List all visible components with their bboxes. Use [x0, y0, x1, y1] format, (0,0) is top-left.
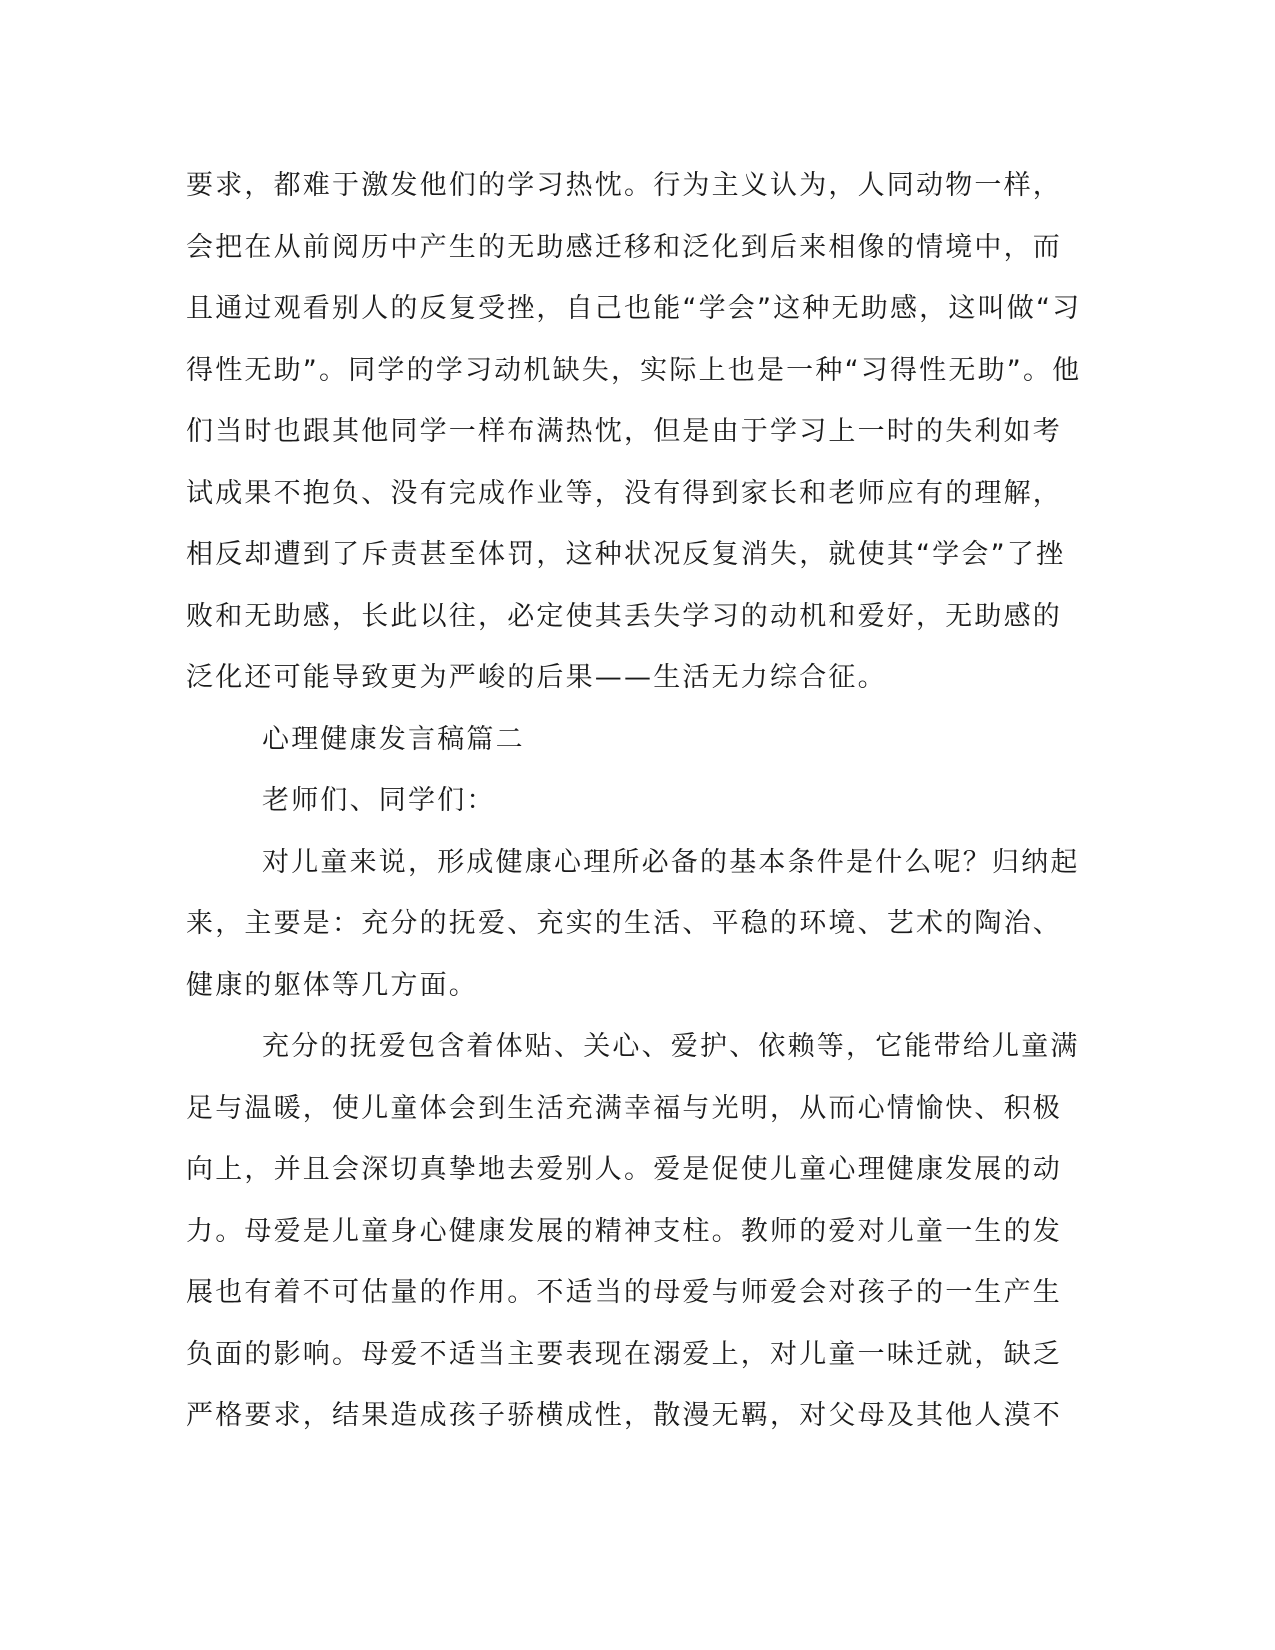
text-line: 心理健康发言稿篇二 — [262, 723, 525, 755]
text-line: 败和无助感，长此以往，必定使其丢失学习的动机和爱好，无助感的 — [186, 600, 1062, 632]
text-line: 且通过观看别人的反复受挫，自己也能“学会”这种无助感，这叫做“习 — [186, 293, 1082, 324]
text-line: 负面的影响。母爱不适当主要表现在溺爱上，对儿童一味迁就，缺乏 — [186, 1338, 1062, 1370]
text-line: 们当时也跟其他同学一样布满热忱，但是由于学习上一时的失利如考 — [186, 416, 1062, 447]
text-line: 会把在从前阅历中产生的无助感迁移和泛化到后来相像的情境中，而 — [186, 231, 1062, 263]
text-line: 足与温暖，使儿童体会到生活充满幸福与光明，从而心情愉快、积极 — [186, 1092, 1062, 1124]
text-line: 展也有着不可估量的作用。不适当的母爱与师爱会对孩子的一生产生 — [186, 1277, 1062, 1308]
text-line: 对儿童来说，形成健康心理所必备的基本条件是什么呢？归纳起 — [262, 846, 1080, 878]
text-line: 健康的躯体等几方面。 — [186, 969, 478, 1001]
text-line: 向上，并且会深切真挚地去爱别人。爱是促使儿童心理健康发展的动 — [186, 1154, 1062, 1185]
text-line: 要求，都难于激发他们的学习热忱。行为主义认为，人同动物一样， — [186, 170, 1062, 201]
document-body — [186, 155, 1082, 1447]
text-line: 试成果不抱负、没有完成作业等，没有得到家长和老师应有的理解， — [186, 477, 1062, 509]
text-line: 充分的抚爱包含着体贴、关心、爱护、依赖等，它能带给儿童满 — [262, 1031, 1080, 1062]
text-line: 得性无助”。同学的学习动机缺失，实际上也是一种“习得性无助”。他 — [186, 354, 1082, 386]
text-line: 严格要求，结果造成孩子骄横成性，散漫无羁，对父母及其他人漠不 — [186, 1400, 1062, 1431]
text-line: 来，主要是：充分的抚爱、充实的生活、平稳的环境、艺术的陶治、 — [186, 908, 1062, 939]
text-line: 力。母爱是儿童身心健康发展的精神支柱。教师的爱对儿童一生的发 — [186, 1215, 1062, 1247]
text-line: 老师们、同学们： — [262, 785, 496, 816]
text-line: 泛化还可能导致更为严峻的后果——生活无力综合征。 — [186, 662, 887, 693]
text-line: 相反却遭到了斥责甚至体罚，这种状况反复消失，就使其“学会”了挫 — [186, 539, 1066, 570]
